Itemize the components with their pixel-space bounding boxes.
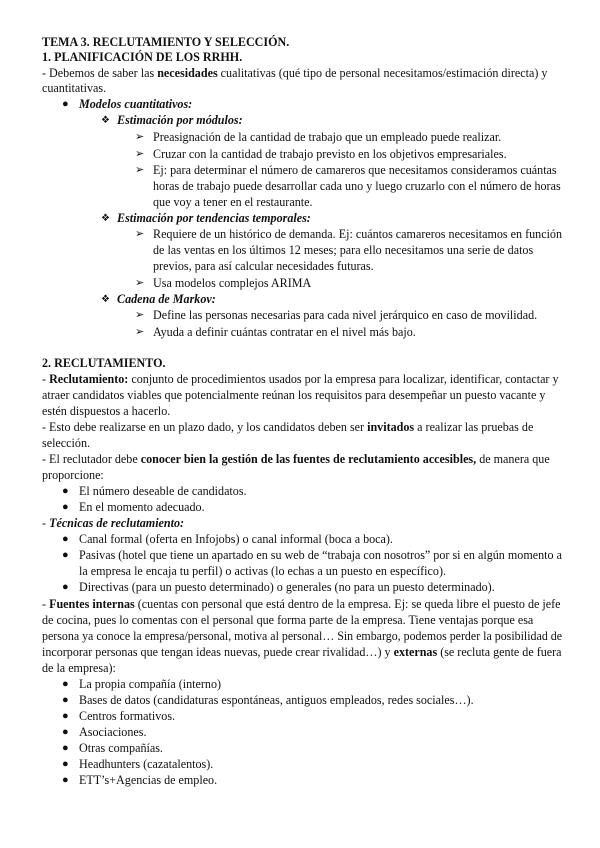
fuentes-line4 — [42, 645, 562, 660]
list-item-cont: de las ventas en los últimos 12 meses; para ello necesitamos una serie de datos — [153, 243, 534, 257]
text-run: - — [42, 516, 50, 530]
bullet-dot-icon: ● — [62, 485, 69, 497]
text-run: - — [42, 597, 50, 611]
bullet-dot-icon: ● — [62, 742, 69, 754]
bullet-dot-icon: ● — [62, 501, 69, 513]
list-item: Otras compañías. — [79, 741, 163, 755]
bullet-dot-icon: ● — [62, 758, 69, 770]
list-item: Ayuda a definir cuántas contratar en el nivel más bajo. — [153, 325, 416, 339]
arrow-bullet-icon: ➢ — [135, 164, 145, 176]
bullet-dot-icon: ● — [62, 98, 69, 110]
fuentes-line2: de cocina, pues lo comentas con el personal que forma parte de la empresa. Tiene ventajas porque esa — [42, 613, 534, 627]
text-run: - Debemos de saber las — [42, 66, 158, 80]
text-run: - Esto debe realizarse en un plazo dado, y los candidatos deben ser — [42, 420, 368, 434]
list-item: Preasignación de la cantidad de trabajo que un empleado puede realizar. — [153, 130, 502, 144]
arrow-bullet-icon: ➢ — [135, 131, 145, 143]
section1-intro-line2: cuantitativas. — [42, 81, 107, 95]
list-item: Cruzar con la cantidad de trabajo previsto en los objetivos empresariales. — [153, 147, 507, 161]
bold-run: Técnicas de reclutamiento: — [49, 516, 185, 530]
bullet-dot-icon: ● — [62, 774, 69, 786]
arrow-bullet-icon: ➢ — [135, 148, 145, 160]
document-title: TEMA 3. RECLUTAMIENTO Y SELECCIÓN. — [42, 35, 290, 49]
section1-intro-line1 — [42, 66, 547, 81]
list-item: En el momento adecuado. — [79, 500, 205, 514]
bold-run: necesidades — [157, 66, 218, 80]
list-item: El número deseable de candidatos. — [79, 484, 247, 498]
diamond-bullet-icon: ❖ — [101, 213, 110, 224]
list-item: Define las personas necesarias para cada nivel jerárquico en caso de movilidad. — [153, 308, 538, 322]
text-run: de manera que — [476, 452, 550, 466]
bullet-dot-icon: ● — [62, 581, 69, 593]
diamond-bullet-icon: ❖ — [101, 115, 110, 126]
text-run: incorporar personas que tengan ideas nuevas, puede crear rivalidad…) y — [42, 645, 394, 659]
bullet-dot-icon: ● — [62, 678, 69, 690]
list-item: ETT’s+Agencias de empleo. — [79, 773, 218, 787]
bold-run: Reclutamiento: — [49, 372, 129, 386]
techniques-heading — [42, 516, 184, 531]
list-item: Canal formal (oferta en Infojobs) o canal informal (boca a boca). — [79, 532, 393, 546]
fuentes-line5: de la empresa): — [42, 661, 116, 675]
bullet-dot-icon: ● — [62, 533, 69, 545]
list-item: Bases de datos (candidaturas espontáneas, antiguos empleados, redes sociales…). — [79, 693, 474, 707]
models-heading: Modelos cuantitativos: — [79, 97, 193, 111]
bold-run: conocer bien la gestión de las fuentes de reclutamiento accesibles, — [140, 452, 477, 466]
list-item: Requiere de un histórico de demanda. Ej: cuántos camareros necesitamos en función — [153, 227, 563, 241]
reclutador-line1 — [42, 452, 550, 467]
list-item-cont: que voy a tener en el restaurante. — [153, 195, 313, 209]
bold-run: invitados — [367, 420, 415, 434]
arrow-bullet-icon: ➢ — [135, 228, 145, 240]
plazo-line1 — [42, 420, 533, 435]
modules-heading: Estimación por módulos: — [117, 113, 243, 127]
text-run: - El reclutador debe — [42, 452, 141, 466]
bullet-dot-icon: ● — [62, 710, 69, 722]
list-item: Pasivas (hotel que tiene un apartado en su web de “trabaja con nosotros” por si en algún momento a — [79, 548, 562, 562]
section1-heading: 1. PLANIFICACIÓN DE LOS RRHH. — [42, 50, 243, 64]
section2-heading: 2. RECLUTAMIENTO. — [42, 356, 166, 370]
text-run: - — [42, 372, 50, 386]
arrow-bullet-icon: ➢ — [135, 326, 145, 338]
list-item-cont: horas de trabajo puede desarrollar cada uno y luego cruzarlo con el número de horas — [153, 179, 561, 193]
reclutamiento-def-line2: atraer candidatos viables que potencialmente reúnan los requisitos para desempeñar un puesto vacante y — [42, 388, 546, 402]
plazo-line2: selección. — [42, 436, 91, 450]
list-item: Asociaciones. — [79, 725, 147, 739]
bold-run: externas — [393, 645, 438, 659]
list-item: Headhunters (cazatalentos). — [79, 757, 214, 771]
fuentes-line3: persona ya conoce la empresa/personal, motiva al personal… Sin embargo, podemos perder la posibilidad de — [42, 629, 563, 643]
arrow-bullet-icon: ➢ — [135, 277, 145, 289]
bullet-dot-icon: ● — [62, 549, 69, 561]
text-run: (se recluta gente de fuera — [437, 645, 562, 659]
list-item: Directivas (para un puesto determinado) o generales (no para un puesto determinado). — [79, 580, 495, 594]
list-item-cont: previos, para así calcular necesidades futuras. — [153, 259, 374, 273]
text-run: conjunto de procedimientos usados por la empresa para localizar, identificar, contactar y — [128, 372, 559, 386]
list-item: Ej: para determinar el número de camareros que necesitamos consideramos cuántas — [153, 163, 557, 177]
trends-heading: Estimación por tendencias temporales: — [117, 211, 311, 225]
diamond-bullet-icon: ❖ — [101, 294, 110, 305]
bold-run: Fuentes internas — [49, 597, 135, 611]
arrow-bullet-icon: ➢ — [135, 309, 145, 321]
bullet-dot-icon: ● — [62, 726, 69, 738]
bullet-dot-icon: ● — [62, 694, 69, 706]
text-run: a realizar las pruebas de — [414, 420, 534, 434]
reclutamiento-def-line1 — [42, 372, 559, 387]
list-item-cont: la empresa le encaja tu perfil) o activas (lo echas a un puesto en específico). — [79, 564, 447, 578]
text-run: (cuentas con personal que está dentro de la empresa. Ej: se queda libre el puesto de jefe — [134, 597, 561, 611]
markov-heading: Cadena de Markov: — [117, 292, 216, 306]
text-run: cualitativas (qué tipo de personal necesitamos/estimación directa) y — [217, 66, 548, 80]
reclutamiento-def-line3: estén dispuestos a hacerlo. — [42, 404, 171, 418]
fuentes-line1 — [42, 597, 561, 612]
reclutador-line2: proporcione: — [42, 468, 104, 482]
list-item: La propia compañía (interno) — [79, 677, 222, 691]
list-item: Usa modelos complejos ARIMA — [153, 276, 312, 290]
list-item: Centros formativos. — [79, 709, 176, 723]
